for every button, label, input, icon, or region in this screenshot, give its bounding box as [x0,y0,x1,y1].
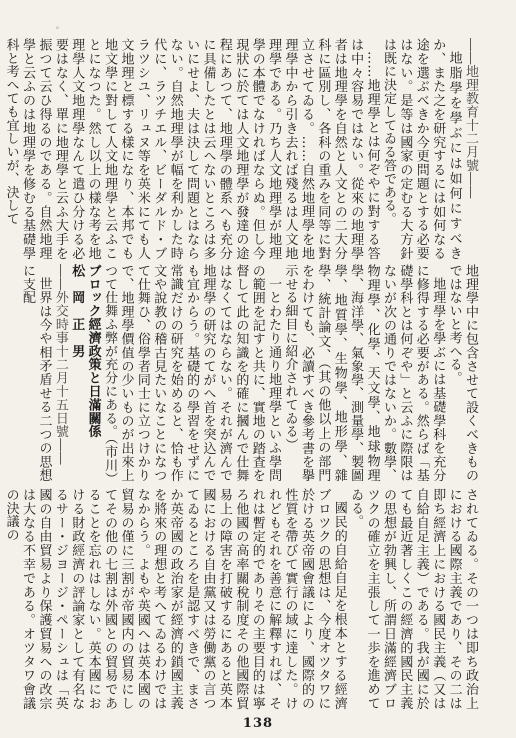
paragraph: 國民的自給自足を根本とする經濟ブロツクの思想は、今度オツタワに於ける英帝國會議により、國際的の性質を帶びて實行の域に達した。けれどもそれを善意に解釋すれば、それは暫定的でありその主要目的は寧ろ他國の高率關稅制度その他國際貿易上の障害を打破するにあると英本國における自由黨又は勞働黨の言つてゐるところを是認すべきで、まさか英帝國の政治家が經濟的鎖國主義を將來の理想と考へてゐるわけではなからう。よもや英國へは英本國の貿易の僅に三割が帝國内の貿易にしてその他の七割は外國との貿易であることを忘れはしない。英本國における財政經濟の評論家として有名なるサー・ジヨージ・ペーシュは「英國の自由貿易より保護貿易への改宗は大なる不幸である。オツタワ會議の決議の [3,488,347,710]
top-tier-column-block [3,38,478,260]
source-line: ――地理教育十二月號―― [463,38,478,199]
paragraph: 地理學中に包含させて設くべきものではないと考へる。 [446,264,478,482]
bottom-tier-column-block [3,488,478,710]
source-line: ――外交時事十二月十五日號―― [52,264,68,465]
middle-tier-column-block [20,264,478,486]
paragraph: ……地理學とは何ぞやに對する答は中々容易ではない。從來の地理學者は地理學を自然と人文との二大分科に區別し、各科の重みを同等に對立させてゐる。……自然地理學を地理學中から引き去れば殘るは人文地理學である。乃ち人文地理學が地理學の本體でなければならぬ。但し今現狀に於ては人文地理學が發達の途程にあつて、地理學の體系へも充分に具備したとは云へないところは多いにせよ、夫は決して問題とはならない。自然地理學が幅を利かした時代に、ラツチエル、ビーダルド・ブラツシユ、リュヌ等を英米にても人文地理と標する樣になり、本邦でも地文學に對して人文地理學と云ふことになつた。然し以上の樣な考を地理學人文地理學なんて遣ひ分ける必要はなく、單に地理學と云ふ大手を振つて云ひ得るのである。自然地理學と云ふのは地理學を修むる基礎學科と考へても宜しいが、決して [3,38,380,260]
paragraph: されてゐる。その一つは即ち政治上における國際主義であり、その二は即ち經濟上における國民主義（又は自給自足主義）である。我が國に於ても最近著しくこの經濟的國民主義の思想が勃興し、所謂日滿經濟ブロツクの確立を主張して一歩を進めてゐる。 [348,488,478,710]
corner-mark: 。 [56,21,64,30]
paragraph: 一とわたり通り地理學といふ學問の範囲を記すと共に、實地の踏査を督して此の知識を的確に摑んで仕舞はなくてはならない。それが濟んで地理學の研究のてがへ首を突込んでも宜からう。基礎的の學習をせずに常識だけの研究を始めると、恰も作文や說教の稽古見たいなことになつて仕舞ひ、俗學者同士に立つけかりで、地理學價值の少いものが出來上つて仕舞ふ弊が充分にある。（市川） [102,264,282,486]
article-heading: ブロック經濟政策と日滿關係 [85,264,101,439]
page-number: 138 [242,716,274,731]
article-author: 松 岡 正 男 [69,264,85,358]
paragraph: 地脂學を學ぶには如何にすべきか、また之を研究するには如何なる途を選ぶべきか今更問題とする必要はない。是等は國家の定むる大方針は既に決定してゐる答である。 [380,38,462,260]
paragraph: 世界は今や相矛盾せる二つの思想に支配 [20,264,52,482]
paragraph: 地理學を學ぶには基礎學科を充分に修得する必要がある。然らば「基礎學科とは何ぞや」と云ふに際限はないが次の通りではないか。數學、物理學、化學、天文學、地球物理學、海洋學、氣象學、測量學、製圖學、地質學、生物學、地形學、雜學、統計論文、（其の他以上の部門をわけても、必讀すべき參考書を擧示せる細目に紹介されてゐる） [282,264,446,482]
